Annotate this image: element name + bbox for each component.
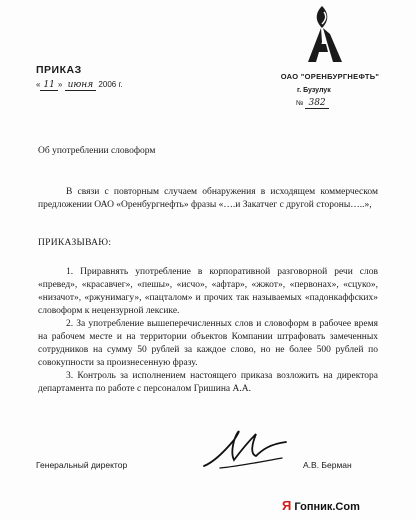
signature-scribble-icon bbox=[200, 422, 290, 474]
order-point-1: 1. Приравнять употребление в корпоративной разговорной речи слов «превед», «красавчег», «пешы», «исчо», «афтар», «жжот», «первонах», «сцуко», «низачот», «ржунимагу», «пацталом» и прочих так называемых «падонкаффских» словоформ к нецензурной лексике. bbox=[38, 267, 378, 316]
signatory-title: Генеральный директор bbox=[36, 460, 128, 470]
company-logo-icon bbox=[300, 4, 350, 64]
order-date-month: июня bbox=[65, 80, 97, 91]
order-point-3: 3. Контроль за исполнением настоящего приказа возложить на директора департамента по работе с персоналом Гришина А.А. bbox=[38, 371, 378, 394]
order-points bbox=[38, 266, 378, 396]
order-title: ПРИКАЗ bbox=[36, 64, 82, 76]
order-date: « 11 » июня 2006 г. bbox=[36, 80, 123, 90]
intro-paragraph: В связи с повторным случаем обнаружения в исходящем коммерческом предложении ОАО «Оренбургнефть» фразы «….и Закатчег с другой стороны…..», bbox=[38, 187, 378, 210]
signatory-name: А.В. Берман bbox=[303, 460, 352, 470]
orders-heading: ПРИКАЗЫВАЮ: bbox=[38, 238, 112, 248]
order-number bbox=[296, 98, 329, 108]
watermark-ya: Я bbox=[282, 498, 292, 513]
order-number-prefix: № bbox=[296, 100, 304, 107]
order-header bbox=[36, 64, 156, 90]
order-point-2: 2. За употребление вышеперечисленных слов и словоформ в рабочее время на рабочем месте и на территории объектов Компании штрафовать замеченных сотрудников на сумму 50 рублей за каждое слово, но не более 500 рублей по совокупности за произнесенную фразу. bbox=[38, 319, 378, 368]
company-city: г. Бузулук bbox=[297, 87, 331, 94]
site-watermark bbox=[282, 498, 360, 513]
order-date-day: 11 bbox=[40, 80, 57, 91]
watermark-site: Гопник.Com bbox=[294, 501, 360, 513]
order-number-value: 382 bbox=[305, 98, 328, 109]
company-name: ОАО "ОРЕНБУРГНЕФТЬ" bbox=[280, 72, 380, 81]
order-subject: Об употреблении словоформ bbox=[38, 146, 156, 156]
order-date-year: 2006 г. bbox=[98, 80, 123, 89]
